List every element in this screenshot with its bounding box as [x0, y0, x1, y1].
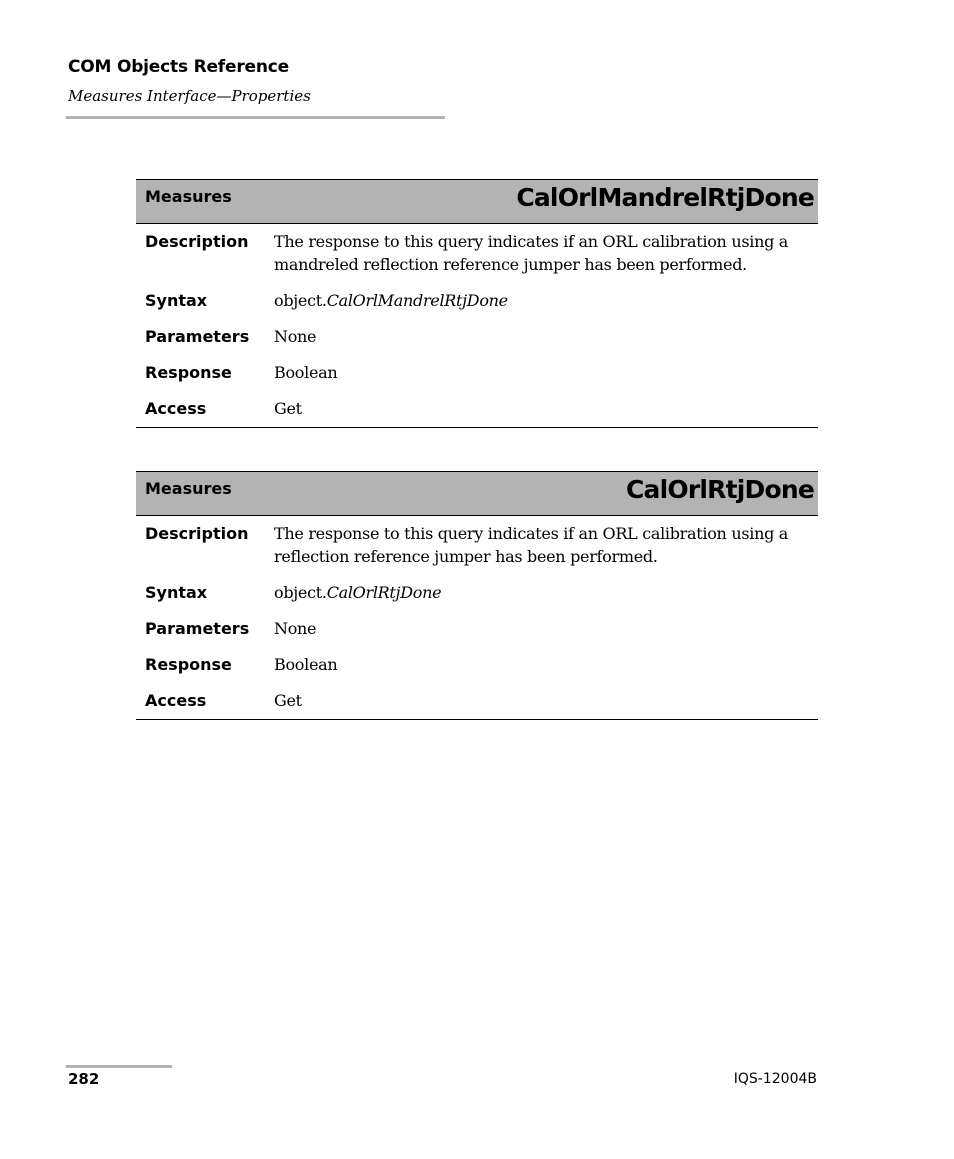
access-row: [136, 397, 818, 427]
description-label: Description: [145, 524, 249, 543]
parameters-value: None: [274, 327, 317, 346]
description-label: Description: [145, 232, 249, 251]
interface-name: Measures: [145, 187, 232, 206]
section-subtitle: Measures Interface—Properties: [68, 87, 311, 105]
syntax-member: CalOrlMandrelRtjDone: [326, 291, 508, 310]
parameters-label: Parameters: [145, 327, 250, 346]
syntax-prefix: object.: [274, 583, 327, 602]
document-code: IQS-12004B: [733, 1071, 817, 1087]
syntax-value: [274, 581, 814, 604]
access-row: [136, 689, 818, 719]
response-row: [136, 653, 818, 676]
property-table-calorlmandrelrtjdone: [136, 179, 818, 428]
access-value: Get: [274, 399, 302, 418]
response-value: Boolean: [274, 655, 338, 674]
syntax-prefix: object.: [274, 291, 327, 310]
response-label: Response: [145, 363, 232, 382]
interface-name: Measures: [145, 479, 232, 498]
response-value: Boolean: [274, 363, 338, 382]
property-name: CalOrlMandrelRtjDone: [516, 183, 814, 212]
access-label: Access: [145, 399, 207, 418]
response-row: [136, 361, 818, 384]
access-value: Get: [274, 691, 302, 710]
access-label: Access: [145, 691, 207, 710]
page-number: 282: [68, 1070, 100, 1088]
footer-divider: [66, 1065, 172, 1068]
description-row: [136, 516, 818, 568]
syntax-row: [136, 289, 818, 312]
property-name: CalOrlRtjDone: [626, 475, 814, 504]
parameters-row: [136, 325, 818, 348]
parameters-row: [136, 617, 818, 640]
property-table-calorlrtjdone: [136, 471, 818, 720]
response-label: Response: [145, 655, 232, 674]
header-divider: [66, 116, 445, 119]
description-value: The response to this query indicates if an ORL calibration using a reflection reference jumper has been performed.: [274, 524, 789, 566]
property-table-header: [136, 179, 818, 224]
property-table-header: [136, 471, 818, 516]
section-title: COM Objects Reference: [68, 57, 289, 77]
syntax-label: Syntax: [145, 583, 208, 602]
description-value: The response to this query indicates if an ORL calibration using a mandreled reflection reference jumper has been performed.: [274, 232, 789, 274]
parameters-value: None: [274, 619, 317, 638]
description-row: [136, 224, 818, 276]
syntax-member: CalOrlRtjDone: [326, 583, 442, 602]
syntax-value: [274, 289, 814, 312]
syntax-label: Syntax: [145, 291, 208, 310]
parameters-label: Parameters: [145, 619, 250, 638]
syntax-row: [136, 581, 818, 604]
